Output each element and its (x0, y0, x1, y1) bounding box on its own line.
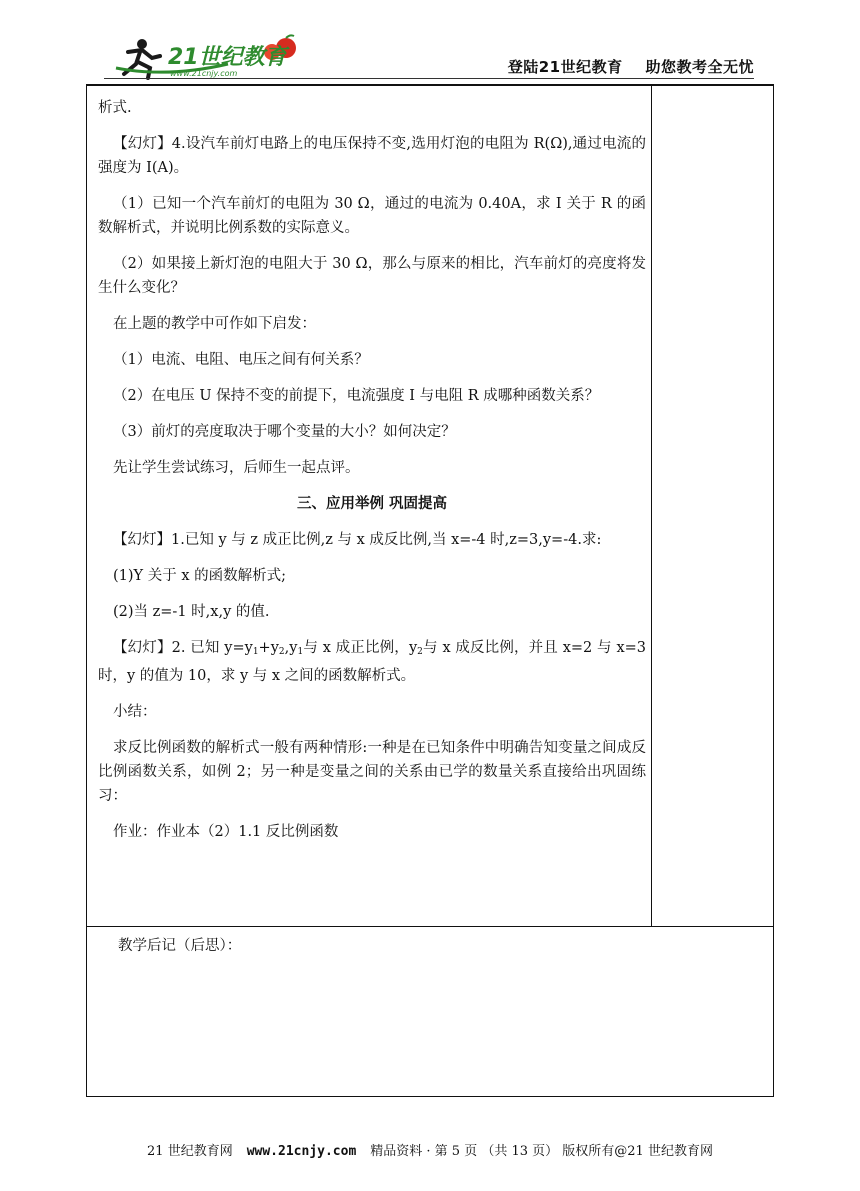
paragraph: （1）电流、电阻、电压之间有何关系？ (113, 352, 369, 368)
paragraph: 【幻灯】1.已知 y 与 z 成正比例,z 与 x 成反比例,当 x=-4 时,z=3,y=-4.求: (113, 532, 602, 548)
paragraph: （1）已知一个汽车前灯的电阻为 30 Ω，通过的电流为 0.40A，求 I 关于 R 的函数解析式，并说明比例系数的实际意义。 (98, 196, 646, 236)
table-row-divider (86, 926, 774, 927)
paragraph: 作业：作业本（2）1.1 反比例函数 (113, 824, 339, 840)
logo-url-text: www.21cnjy.com (170, 69, 238, 78)
lesson-content (98, 96, 646, 856)
header-rule (104, 78, 754, 79)
table-column-divider (651, 84, 652, 927)
table-left-border (86, 84, 87, 1096)
logo-21cnjy (108, 34, 308, 80)
header-slogan: 登陆21世纪教育 助您教考全无忧 (507, 58, 754, 76)
text-run: 【幻灯】2. 已知 y=y (113, 640, 253, 656)
text-run: +y (258, 640, 279, 656)
footer-site-link[interactable]: www.21cnjy.com (246, 1144, 357, 1159)
subscript: 2 (417, 647, 423, 657)
paragraph: 小结： (113, 704, 157, 720)
paragraph: （2）在电压 U 保持不变的前提下，电流强度 I 与电阻 R 成哪种函数关系？ (113, 388, 600, 404)
subscript: 1 (297, 647, 304, 657)
subscript: 2 (278, 647, 285, 657)
text-run: ,y (284, 640, 298, 656)
paragraph: 求反比例函数的解析式一般有两种情形:一种是在已知条件中明确告知变量之间成反比例函数关系，如例 2；另一种是变量之间的关系由已学的数量关系直接给出巩固练习： (98, 740, 646, 804)
text-run: 与 x 成正比例，y (303, 640, 418, 656)
page-footer (0, 1140, 860, 1159)
paragraph: (2)当 z=-1 时,x,y 的值. (113, 604, 270, 620)
logo-text: 21世纪教育 (168, 45, 287, 70)
page-header (104, 34, 754, 84)
paragraph: 析式. (98, 100, 132, 116)
afterword-label: 教学后记（后思）： (118, 938, 242, 954)
text-run: 与 x 成反比例，并且 x=2 与 x=3 时，y 的值为 10，求 y 与 x 之间的函数解析式。 (98, 640, 646, 684)
paragraph: (1)Y 关于 x 的函数解析式; (113, 568, 287, 584)
footer-left: 21 世纪教育网 (147, 1144, 233, 1159)
paragraph: 在上题的教学中可作如下启发： (113, 316, 316, 332)
footer-right: 精品资料 · 第 5 页 （共 13 页） 版权所有@21 世纪教育网 (370, 1144, 713, 1159)
paragraph-example-2 (98, 636, 646, 688)
table-bottom-border (86, 1096, 774, 1097)
table-top-border (86, 84, 774, 86)
subscript: 1 (252, 647, 259, 657)
table-right-border (773, 84, 774, 1096)
paragraph: （2）如果接上新灯泡的电阻大于 30 Ω，那么与原来的相比，汽车前灯的亮度将发生什么变化？ (98, 256, 646, 296)
paragraph: 【幻灯】4.设汽车前灯电路上的电压保持不变,选用灯泡的电阻为 R(Ω),通过电流的强度为 I(A)。 (98, 136, 646, 176)
paragraph: （3）前灯的亮度取决于哪个变量的大小？如何决定？ (113, 424, 456, 440)
section-title: 三、应用举例 巩固提高 (296, 496, 448, 512)
paragraph: 先让学生尝试练习，后师生一起点评。 (113, 460, 360, 476)
